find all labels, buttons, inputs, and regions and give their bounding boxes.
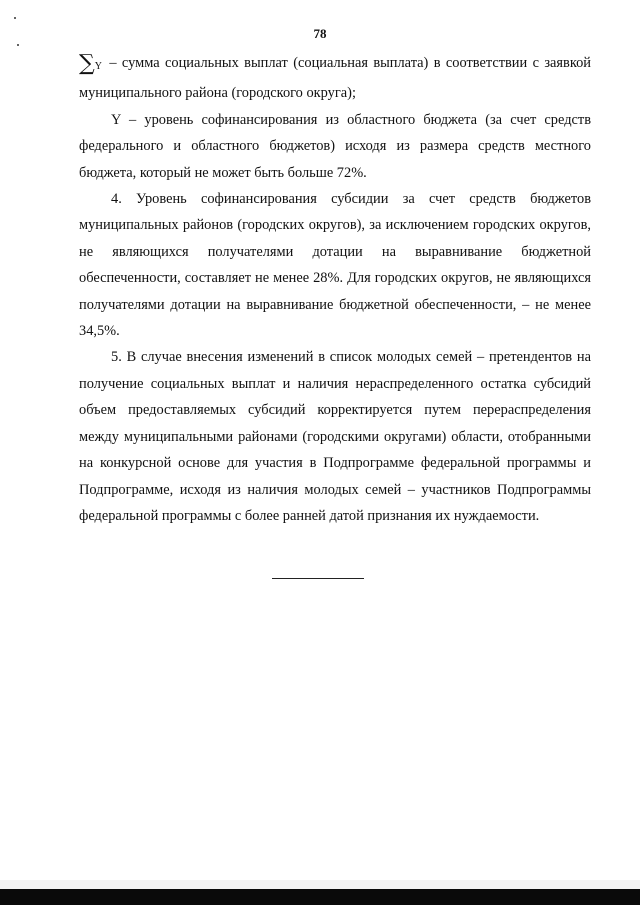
paragraph-item-5: 5. В случае внесения изменений в список молодых семей – претендентов на получение социальных выплат и наличия нераспределенного остатка субсидий объем предоставляемых субсидий корректируется путем перераспределения между муниципальными районами (городскими округами) области, отобранными на конкурсной основе для участия в Подпрограмме федеральной программы и Подпрограмме, исходя из наличия молодых семей – участников Подпрограммы федеральной программы с более ранней датой признания их нуждаемости. [79,349,591,524]
paragraph-item-4: 4. Уровень софинансирования субсидии за счет средств бюджетов муниципальных районов (городских округов), за исключением городских округов, не являющихся получателями дотации на выравнивание бюджетной обеспеченности, составляет не менее 28%. Для городских округов, не являющихся получателями дотации на выравнивание бюджетной обеспеченности, – не менее 34,5%. [79,191,591,340]
formula-definition-text: – сумма социальных выплат (социальная выплата) в соответствии с заявкой муниципального района (городского округа); [79,55,591,102]
end-of-text-rule [272,578,364,579]
scan-speck [17,44,19,46]
formula-definition [79,50,591,107]
scan-edge-shadow [0,880,640,889]
document-body [79,50,591,529]
sigma-symbol: ∑ [79,51,95,76]
scan-bottom-edge [0,889,640,905]
scan-speck [14,17,16,19]
sigma-subscript: Y [94,61,102,72]
page-number: 78 [313,26,327,41]
y-definition: Y – уровень софинансирования из областного бюджета (за счет средств федерального и областного бюджетов) исходя из размера средств местного бюджета, который не может быть больше 72%. [79,111,591,181]
